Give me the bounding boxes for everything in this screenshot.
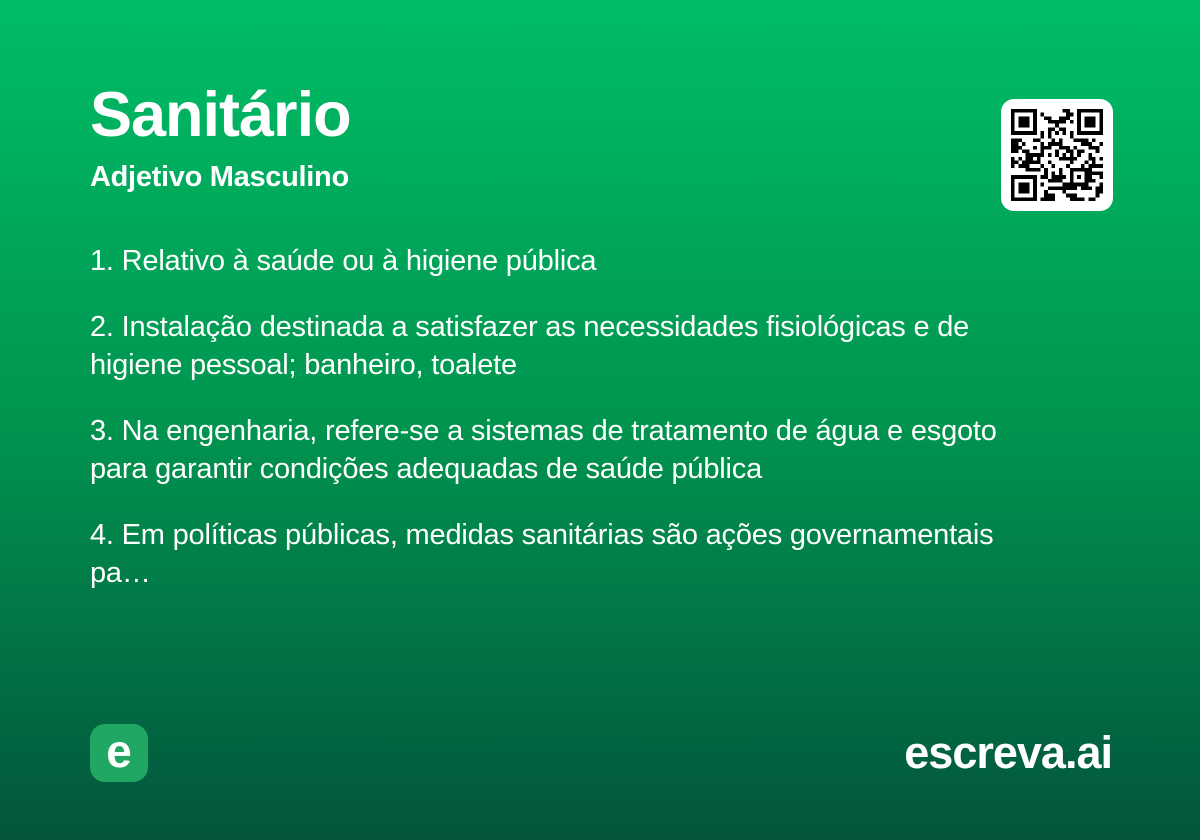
- word-class: Adjetivo Masculino: [90, 161, 349, 193]
- title-block: [90, 80, 351, 194]
- qr-code-pattern: [1011, 109, 1103, 201]
- word-title: Sanitário: [90, 80, 351, 150]
- definition-item: 1. Relativo à saúde ou à higiene pública: [90, 245, 597, 277]
- site-name: escreva.ai: [904, 727, 1112, 778]
- escreva-logo: [90, 724, 148, 782]
- logo-letter: e: [106, 725, 132, 777]
- qr-code: [1001, 99, 1113, 211]
- definition-item: 3. Na engenharia, refere-se a sistemas de tratamento de água e esgoto para garantir condições adequadas de saúde pública: [90, 415, 997, 485]
- definition-item: 4. Em políticas públicas, medidas sanitárias são ações governamentais pa…: [90, 519, 994, 589]
- definition-item: 2. Instalação destinada a satisfazer as necessidades fisiológicas e de higiene pessoal; banheiro, toalete: [90, 311, 970, 381]
- footer: [90, 724, 1112, 782]
- definitions-list: [90, 242, 1040, 620]
